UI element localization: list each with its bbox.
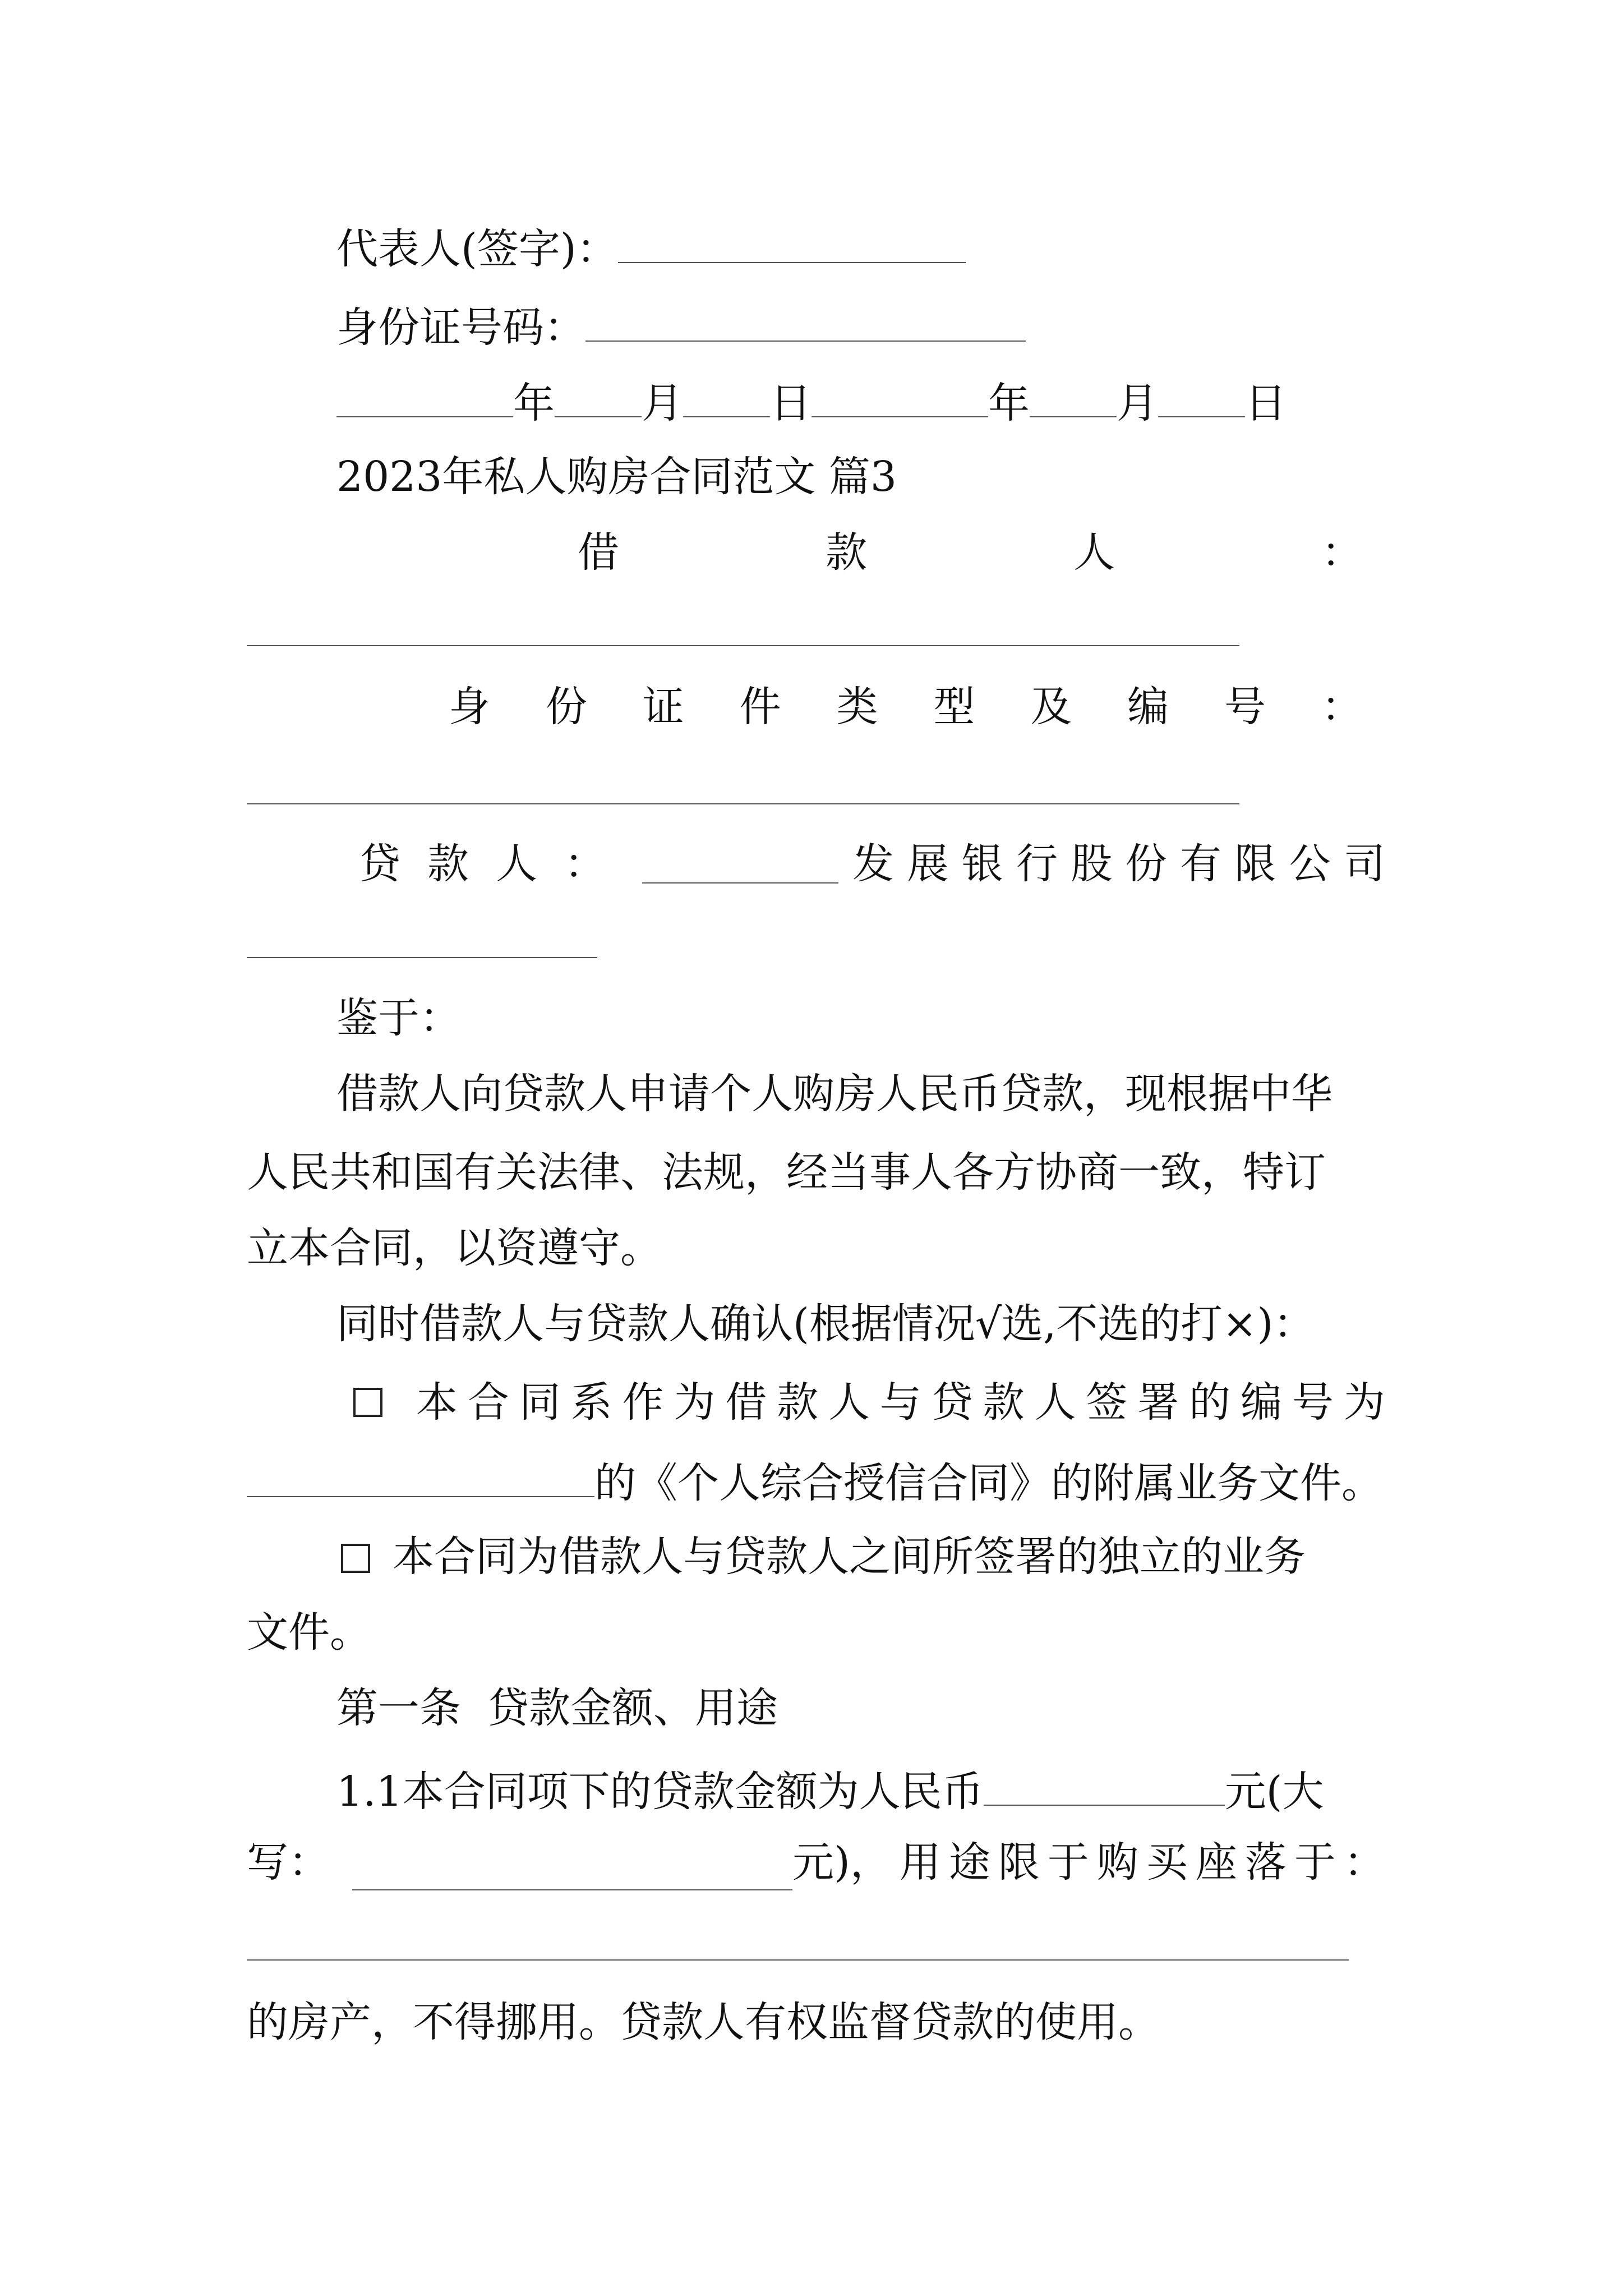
day-blank-1[interactable] <box>683 370 770 417</box>
date-ri-1: 日 <box>770 379 811 427</box>
lender-bank-char: 公 <box>1289 840 1331 888</box>
credit-contract-number-blank[interactable] <box>247 1450 594 1497</box>
lender-label <box>359 836 606 892</box>
option2-line1-text: 本合同为借款人与贷款人之间所签署的独立的业务 <box>393 1533 1306 1581</box>
a11-char: 落 <box>1244 1838 1287 1887</box>
a11-line1-pre: 1.1本合同项下的贷款金额为人民币 <box>336 1768 984 1816</box>
para1-line2: 人民共和国有关法律、法规，经当事人各方协商一致，特订 <box>247 1148 1326 1197</box>
opt1-char: 人 <box>1034 1378 1076 1427</box>
lender-char: 贷 <box>359 840 400 888</box>
date-nian-1: 年 <box>513 379 555 427</box>
option1-line1 <box>353 1374 1385 1430</box>
opt1-char: 贷 <box>931 1378 973 1427</box>
rep-sign-blank[interactable] <box>618 216 966 263</box>
option2-line2: 文件。 <box>247 1608 371 1657</box>
rep-sign-label: 代表人(签字)： <box>336 225 618 273</box>
opt1-char: 编 <box>1241 1378 1282 1427</box>
confirm-line: 同时借款人与贷款人确认(根据情况√选,不选的打×)： <box>336 1300 1315 1348</box>
year-blank-2[interactable] <box>811 370 988 417</box>
para1-line3: 立本合同，以资遵守。 <box>247 1224 662 1272</box>
borrower-blank[interactable] <box>247 645 1239 646</box>
id-type-char: ： <box>1321 683 1363 731</box>
opt1-char: 签 <box>1086 1378 1128 1427</box>
id-number-line <box>336 295 1026 356</box>
option1-text <box>416 1374 1385 1430</box>
option1-checkbox[interactable] <box>353 1388 382 1417</box>
id-type-char: 类 <box>836 683 878 731</box>
a11-line2-pre: 写： <box>247 1838 330 1887</box>
lender-address-blank[interactable] <box>247 957 597 958</box>
date-yue-1: 月 <box>642 379 683 427</box>
a11-char: 于 <box>1047 1838 1089 1887</box>
opt1-char: 借 <box>725 1378 767 1427</box>
id-type-char: 型 <box>933 683 975 731</box>
lender-bank <box>852 836 1385 892</box>
date-line <box>336 370 1287 431</box>
a11-line2-post <box>792 1834 1385 1890</box>
section-title: 2023年私人购房合同范文 篇3 <box>336 453 897 501</box>
opt1-char: 人 <box>828 1378 870 1427</box>
lender-bank-char: 司 <box>1343 840 1385 888</box>
option1-line2 <box>247 1450 1383 1511</box>
opt1-char: 署 <box>1137 1378 1179 1427</box>
a11-line3: 的房产，不得挪用。贷款人有权监督贷款的使用。 <box>247 1998 1160 2046</box>
a11-char: 元)， <box>792 1838 892 1887</box>
lender-bank-char: 限 <box>1234 840 1276 888</box>
option1-line2-text: 的《个人综合授信合同》的附属业务文件。 <box>594 1459 1383 1507</box>
option2-checkbox[interactable] <box>341 1544 370 1573</box>
lender-bank-char: 发 <box>852 840 894 888</box>
article1-title: 第一条 贷款金额、用途 <box>336 1684 778 1732</box>
a11-char: ： <box>1343 1838 1385 1887</box>
a11-char: 于 <box>1294 1838 1336 1887</box>
opt1-char: 同 <box>519 1378 561 1427</box>
a11-line2 <box>247 1834 1385 1890</box>
a11-char: 途 <box>948 1838 990 1887</box>
whereas: 鉴于： <box>336 994 461 1042</box>
lender-char: ： <box>564 840 606 888</box>
opt1-char: 款 <box>777 1378 819 1427</box>
date-ri-2: 日 <box>1245 379 1287 427</box>
opt1-char: 作 <box>622 1378 664 1427</box>
rep-sign-line <box>336 216 966 277</box>
opt1-char: 合 <box>467 1378 509 1427</box>
id-type-char: 证 <box>642 683 684 731</box>
a11-char: 限 <box>998 1838 1040 1887</box>
opt1-char: 与 <box>879 1378 921 1427</box>
id-type-line <box>449 679 1363 735</box>
id-type-char: 号 <box>1224 683 1266 731</box>
borrower-char: 借 <box>578 528 619 577</box>
opt1-char: 本 <box>416 1378 458 1427</box>
id-type-char: 份 <box>545 683 587 731</box>
opt1-char: 款 <box>983 1378 1025 1427</box>
day-blank-2[interactable] <box>1158 370 1245 417</box>
id-type-char: 编 <box>1127 683 1169 731</box>
lender-bank-char: 有 <box>1179 840 1221 888</box>
para1-line1: 借款人向贷款人申请个人购房人民币贷款，现根据中华 <box>336 1070 1332 1118</box>
a11-char: 购 <box>1096 1838 1138 1887</box>
opt1-char: 为 <box>1343 1378 1385 1427</box>
id-type-char: 件 <box>739 683 781 731</box>
loan-amount-capital-blank[interactable] <box>352 1843 792 1890</box>
opt1-char: 的 <box>1189 1378 1231 1427</box>
lender-bank-char: 展 <box>907 840 949 888</box>
id-number-label: 身份证号码： <box>336 303 585 352</box>
a11-char: 座 <box>1195 1838 1237 1887</box>
a11-char: 买 <box>1146 1838 1188 1887</box>
borrower-char: ： <box>1321 528 1363 577</box>
lender-char: 人 <box>496 840 537 888</box>
opt1-char: 号 <box>1292 1378 1334 1427</box>
id-type-blank[interactable] <box>247 803 1239 804</box>
id-number-blank[interactable] <box>585 295 1026 342</box>
lender-bank-char: 行 <box>1016 840 1058 888</box>
property-address-blank[interactable] <box>247 1959 1349 1961</box>
a11-line1 <box>336 1759 1324 1820</box>
loan-amount-blank[interactable] <box>984 1759 1225 1806</box>
id-type-char: 身 <box>449 683 490 731</box>
month-blank-2[interactable] <box>1030 370 1117 417</box>
date-nian-2: 年 <box>988 379 1030 427</box>
date-yue-2: 月 <box>1117 379 1158 427</box>
borrower-char: 人 <box>1073 528 1115 577</box>
month-blank-1[interactable] <box>555 370 642 417</box>
lender-bank-char: 份 <box>1125 840 1167 888</box>
borrower-line <box>578 524 1363 581</box>
id-type-char: 及 <box>1030 683 1072 731</box>
lender-bank-char: 银 <box>961 840 1003 888</box>
option2-line1 <box>341 1529 1306 1585</box>
opt1-char: 系 <box>570 1378 612 1427</box>
lender-bank-char: 股 <box>1071 840 1113 888</box>
a11-char: 用 <box>899 1838 941 1887</box>
opt1-char: 为 <box>674 1378 716 1427</box>
lender-char: 款 <box>427 840 469 888</box>
a11-line1-post: 元(大 <box>1224 1768 1324 1816</box>
borrower-char: 款 <box>826 528 867 577</box>
lender-name-blank[interactable] <box>642 882 838 884</box>
year-blank-1[interactable] <box>336 370 513 417</box>
